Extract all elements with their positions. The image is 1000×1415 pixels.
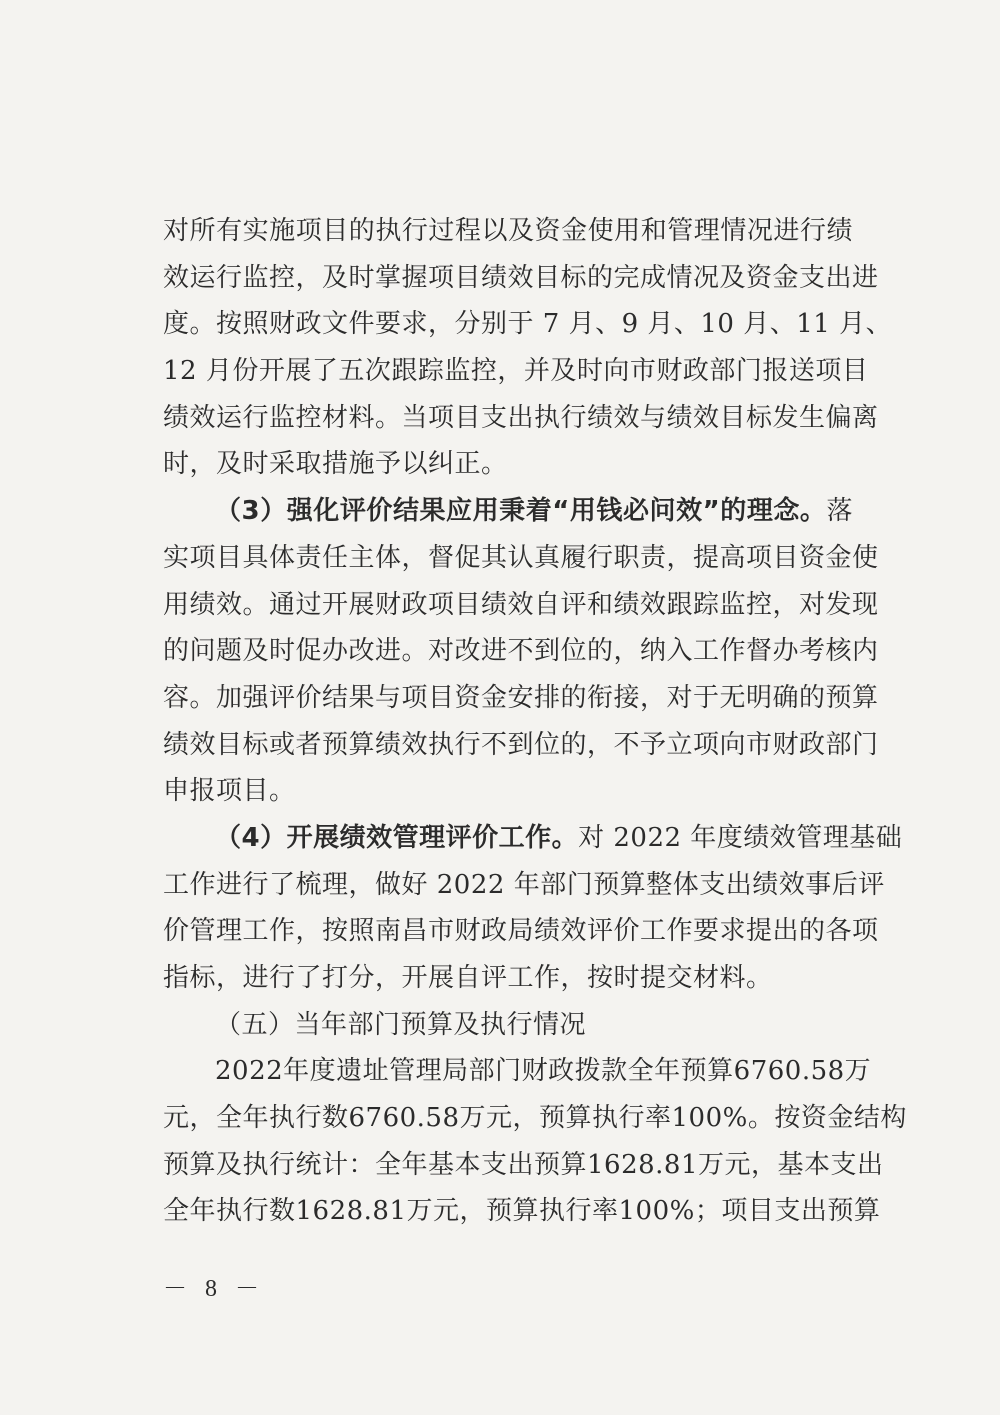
paragraph-first-line: 2022年度遗址管理局部门财政拨款全年预算6760.58万 <box>215 1056 872 1087</box>
text-line: 预算及执行统计：全年基本支出预算1628.81万元，基本支出 <box>163 1149 884 1180</box>
paragraph-text: 对 2022 年度绩效管理基础 <box>578 822 903 853</box>
text-line: 绩效目标或者预算绩效执行不到位的，不予立项向市财政部门 <box>163 729 879 760</box>
paragraph-first-line <box>163 815 903 862</box>
text-line: 对所有实施项目的执行过程以及资金使用和管理情况进行绩 <box>163 216 853 246</box>
page-number: － 8 － <box>163 1276 265 1302</box>
text-line: 容。加强评价结果与项目资金安排的衔接，对于无明确的预算 <box>163 682 879 713</box>
paragraph-text: 落 <box>826 496 853 527</box>
text-line: 用绩效。通过开展财政项目绩效自评和绩效跟踪监控，对发现 <box>163 589 879 620</box>
body-text <box>163 208 907 1235</box>
text-line: 时，及时采取措施予以纠正。 <box>163 449 508 480</box>
text-line: 的问题及时促办改进。对改进不到位的，纳入工作督办考核内 <box>163 636 879 667</box>
text-line: 绩效运行监控材料。当项目支出执行绩效与绩效目标发生偏离 <box>163 402 879 433</box>
text-line: 指标，进行了打分，开展自评工作，按时提交材料。 <box>163 963 773 993</box>
paragraph-heading: （3）强化评价结果应用秉着“用钱必问效”的理念。 <box>215 496 827 527</box>
section-heading: （五）当年部门预算及执行情况 <box>215 1009 587 1040</box>
text-line: 效运行监控，及时掌握项目绩效目标的完成情况及资金支出进 <box>163 262 879 293</box>
text-line: 度。按照财政文件要求，分别于 7 月、9 月、10 月、11 月、 <box>163 309 893 340</box>
paragraph-heading: （4）开展绩效管理评价工作。 <box>215 822 579 853</box>
text-line: 全年执行数1628.81万元，预算执行率100%；项目支出预算 <box>163 1196 881 1227</box>
text-line: 元，全年执行数6760.58万元，预算执行率100%。按资金结构 <box>163 1103 907 1134</box>
text-line: 申报项目。 <box>163 776 296 807</box>
text-line: 工作进行了梳理，做好 2022 年部门预算整体支出绩效事后评 <box>163 869 885 900</box>
text-line: 12 月份开展了五次跟踪监控，并及时向市财政部门报送项目 <box>163 356 869 387</box>
text-line: 价管理工作，按照南昌市财政局绩效评价工作要求提出的各项 <box>163 916 879 947</box>
text-line: 实项目具体责任主体，督促其认真履行职责，提高项目资金使 <box>163 542 879 573</box>
paragraph-first-line <box>163 488 853 535</box>
